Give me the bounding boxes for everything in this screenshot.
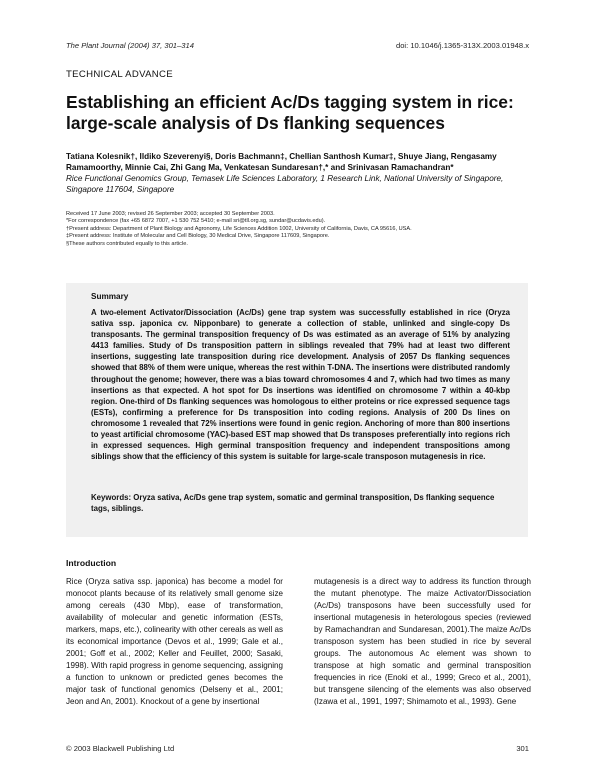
journal-citation: The Plant Journal (2004) 37, 301–314 <box>66 41 194 50</box>
summary-heading: Summary <box>91 292 129 301</box>
present-address-1: †Present address: Department of Plant Biology and Agronomy, Life Sciences Addition 1002, University of California, Davis, CA 95616, USA. <box>66 225 412 232</box>
received-dates: Received 17 June 2003; revised 26 September 2003; accepted 30 September 2003. <box>66 211 275 217</box>
body-column-right <box>314 576 531 709</box>
copyright: © 2003 Blackwell Publishing Ltd <box>66 744 175 753</box>
article-notes <box>66 211 536 248</box>
introduction-heading: Introduction <box>66 558 117 568</box>
body-column-left <box>66 576 283 709</box>
affiliation: Rice Functional Genomics Group, Temasek Life Sciences Laboratory, 1 Research Link, National University of Singapore, Singapore 117604, Singapore <box>66 174 504 194</box>
intro-paragraph-right: mutagenesis is a direct way to address its function through the mutant phenotype. The maize Activator/Dissociation (Ac/Ds) transposons have been successfully used for insertional mutagenesis in heterologous species (reviewed by Ramachandran and Sundaresan, 2001).The maize Ac/Ds transposon system has been studied in rice by several groups. The autonomous Ac element was shown to transpose at high somatic and germinal transposition frequencies in rice (Enoki et al., 1999; Greco et al., 2001), but transgene silencing of the elements was also observed (Izawa et al., 1991, 1997; Shimamoto et al., 1993). Gene <box>314 577 531 707</box>
summary-paragraph: A two-element Activator/Dissociation (Ac/Ds) gene trap system was successfully established in rice (Oryza sativa ssp. japonica cv. Nipponbare) to generate a collection of stable, unlinked and single-copy Ds transposants. The germinal transposition frequency of Ds was estimated as an average of 51% by analyzing 4413 families. Study of Ds transposition pattern in siblings revealed that 79% had at least two different insertions, suggesting late transposition during rice development. Analysis of 2057 Ds flanking sequences showed that 88% of them were unique, whereas the rest within T-DNA. The insertions were distributed randomly throughout the genome; however, there was a bias toward chromosomes 4 and 7, which had two times as many insertions as that expected. A hot spot for Ds insertions was identified on chromosome 7 within a 40-kbp region. One-third of Ds flanking sequences was homologous to either proteins or rice expressed sequence tags (ESTs), confirming a preference for Ds transposition into coding regions. Analysis of 200 Ds lines on chromosome 1 revealed that 72% insertions were found in genic region. Anchoring of more than 800 insertions to yeast artificial chromosome (YAC)-based EST map showed that Ds transposes preferentially into regions rich in expressed sequences. High germinal transposition frequency and independent transpositions among siblings show that the efficiency of this system is suitable for large-scale transposon mutagenesis in rice. <box>91 308 510 462</box>
article-title: Establishing an efficient Ac/Ds tagging system in rice: large-scale analysis of Ds flanking sequences <box>66 92 514 133</box>
intro-paragraph-left: Rice (Oryza sativa ssp. japonica) has become a model for monocot plants because of its relatively small genome size among cereals (430 Mbp), ease of transformation, availability of molecular and genetic information (ESTs, markers, maps, etc.), colinearity with other cereals as well as its economical importance (Devos et al., 1999; Gale et al., 2001; Goff et al., 2002; Keller and Feuillet, 2000; Sasaki, 1998). With rapid progress in genome sequencing, assigning a function to unknown or predicted genes becomes the major task of functional genomics (Delseny et al., 2001; Jeon and An, 2001). Knockout of a gene by insertional <box>66 577 283 707</box>
keywords-label: Keywords: <box>91 493 132 502</box>
page-number: 301 <box>516 744 529 753</box>
keywords-list: Oryza sativa, Ac/Ds gene trap system, somatic and germinal transposition, Ds flanking sequence tags, siblings. <box>91 493 495 514</box>
section-tag: TECHNICAL ADVANCE <box>66 69 173 80</box>
present-address-2: ‡Present address: Institute of Molecular and Cell Biology, 30 Medical Drive, Singapore 117609, Singapore. <box>66 233 330 240</box>
doi: doi: 10.1046/j.1365-313X.2003.01948.x <box>395 41 529 50</box>
author-list: Tatiana Kolesnik†, Ildiko Szeverenyi§, Doris Bachmann‡, Chellian Santhosh Kumar‡, Shuye Jiang, Rengasamy Ramamoorthy, Minnie Cai, Zhi Gang Ma, Venkatesan Sundaresan†,* and Srinivasan Ramachandran* <box>66 152 497 172</box>
keywords <box>91 492 510 514</box>
equal-contribution-note: §These authors contributed equally to this article. <box>66 240 188 247</box>
correspondence: *For correspondence (fax +65 6872 7007, +1 530 752 5410; e-mail sri@tll.org.sg, sundar@ucdavis.edu). <box>66 218 326 225</box>
summary-text <box>91 307 510 462</box>
